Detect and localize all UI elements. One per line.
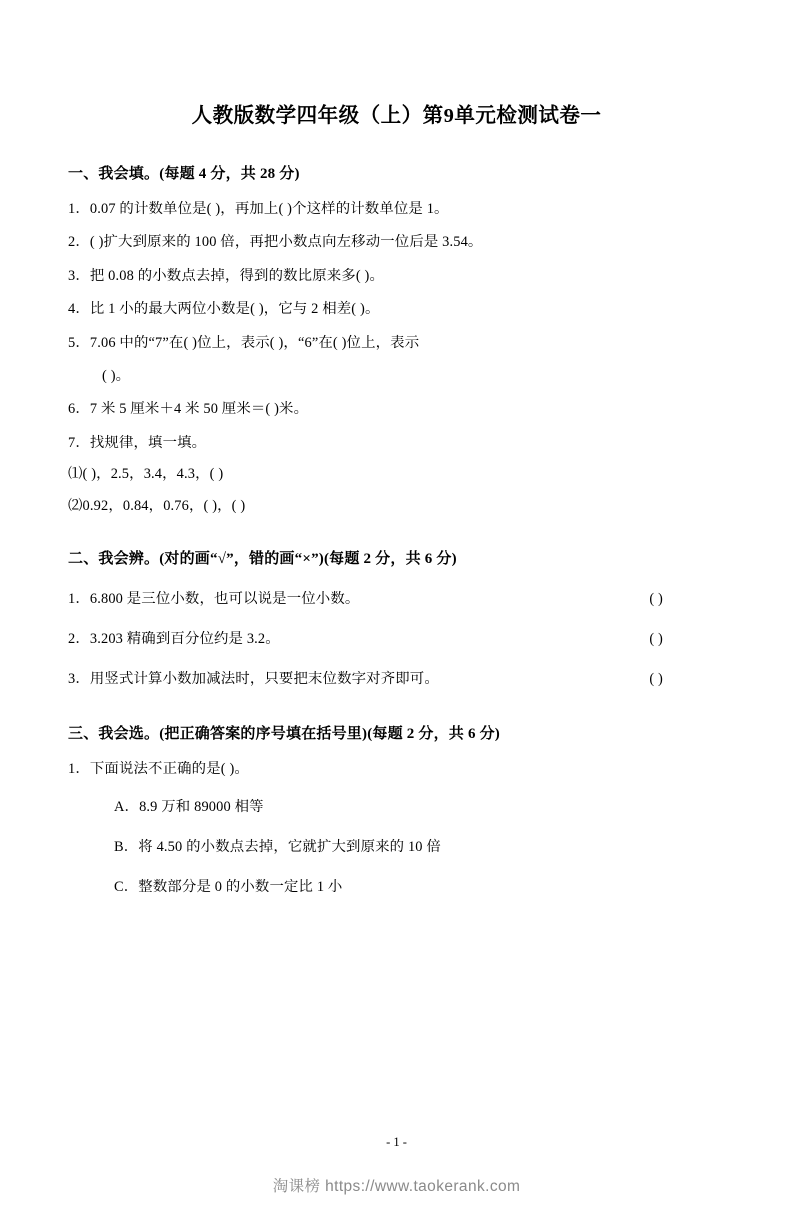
question-item: 1．下面说法不正确的是( )。 [68,761,249,778]
truefalse-text: 1．6.800 是三位小数，也可以说是一位小数。 [68,591,360,608]
truefalse-item [68,627,725,648]
footer-watermark: 淘课榜 https://www.taokerank.com [272,1178,521,1195]
question-item: 2．( )扩大到原来的 100 倍，再把小数点向左移动一位后是 3.54。 [68,234,483,251]
truefalse-text: 2．3.203 精确到百分位约是 3.2。 [68,631,280,648]
question-item: 1．0.07 的计数单位是( )，再加上( )个这样的计数单位是 1。 [68,201,449,217]
page-number: - 1 - [386,1135,407,1149]
question-subitem: ⑴( )，2.5，3.4，4.3，( ) [68,466,224,483]
choice-option-a[interactable]: A．8.9 万和 89000 相等 [114,799,264,816]
exam-paper-page [0,98,793,1220]
section-heading-multiple-choice: 三、我会选。(把正确答案的序号填在括号里)(每题 2 分，共 6 分) [68,726,500,743]
truefalse-text: 3．用竖式计算小数加减法时，只要把末位数字对齐即可。 [68,671,439,688]
answer-brackets[interactable]: ( ) [649,591,663,608]
truefalse-item [68,667,725,688]
question-item: 4．比 1 小的最大两位小数是( )，它与 2 相差( )。 [68,301,380,318]
question-item: 6．7 米 5 厘米＋4 米 50 厘米＝( )米。 [68,401,309,418]
truefalse-item [68,587,725,608]
question-item: 5．7.06 中的“7”在( )位上，表示( )，“6”在( )位上，表示 [68,334,420,351]
question-item-continuation: ( )。 [102,368,131,385]
choice-option-b[interactable]: B．将 4.50 的小数点去掉，它就扩大到原来的 10 倍 [114,839,441,856]
answer-brackets[interactable]: ( ) [649,631,663,648]
section-heading-fill-in: 一、我会填。(每题 4 分，共 28 分) [68,166,300,182]
choice-option-c[interactable]: C．整数部分是 0 的小数一定比 1 小 [114,879,343,896]
section-heading-true-false: 二、我会辨。(对的画“√”，错的画“×”)(每题 2 分，共 6 分) [68,551,457,568]
answer-brackets[interactable]: ( ) [649,671,663,688]
question-item: 7．找规律，填一填。 [68,434,207,451]
question-item: 3．把 0.08 的小数点去掉，得到的数比原来多( )。 [68,267,384,284]
question-subitem: ⑵0.92，0.84，0.76，( )，( ) [68,497,246,514]
page-title: 人教版数学四年级（上）第9单元检测试卷一 [191,105,602,127]
